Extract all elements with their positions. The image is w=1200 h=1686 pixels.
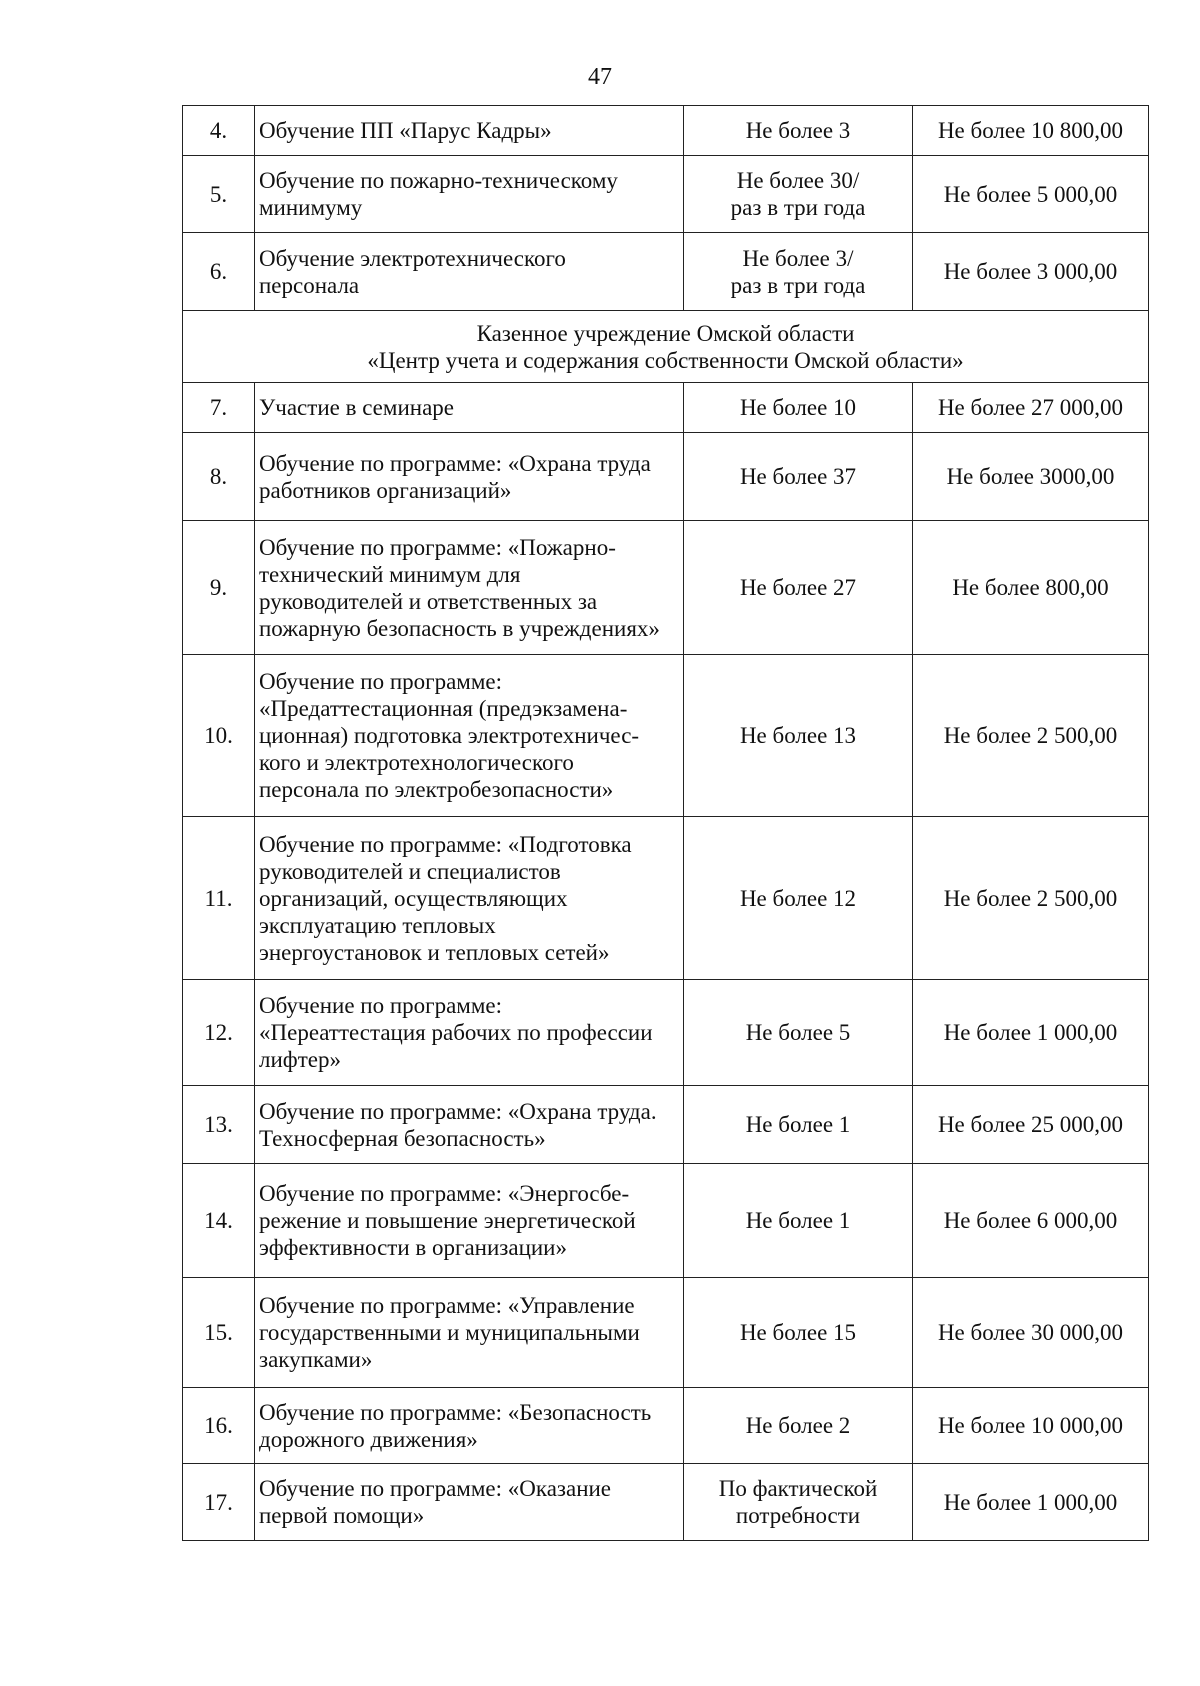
row-quantity: Не более 13 <box>684 655 913 817</box>
row-quantity: Не более 2 <box>684 1388 913 1464</box>
row-name: Обучение по программе: «Охрана труда работников организаций» <box>255 433 684 521</box>
training-table <box>182 105 1149 1541</box>
row-quantity: Не более 10 <box>684 383 913 433</box>
row-quantity: По фактической потребности <box>684 1464 913 1541</box>
row-cost: Не более 5 000,00 <box>913 156 1149 233</box>
table-row <box>183 655 1149 817</box>
row-number: 15. <box>183 1278 255 1388</box>
table-row <box>183 817 1149 980</box>
section-header-row <box>183 311 1149 383</box>
row-cost: Не более 1 000,00 <box>913 980 1149 1086</box>
row-quantity: Не более 12 <box>684 817 913 980</box>
table-row <box>183 106 1149 156</box>
row-name: Обучение по программе: «Подготовка руководителей и специалистов организаций, осуществляющих эксплуатацию тепловых энергоустановок и тепловых сетей» <box>255 817 684 980</box>
row-quantity: Не более 3 <box>684 106 913 156</box>
row-name: Обучение по программе: «Оказание первой помощи» <box>255 1464 684 1541</box>
row-cost: Не более 3000,00 <box>913 433 1149 521</box>
section-header: Казенное учреждение Омской области «Центр учета и содержания собственности Омской области» <box>183 311 1149 383</box>
table-row <box>183 383 1149 433</box>
row-number: 10. <box>183 655 255 817</box>
row-number: 5. <box>183 156 255 233</box>
table-row <box>183 1086 1149 1164</box>
row-name: Обучение по программе: «Пожарно- технический минимум для руководителей и ответственных за пожарную безопасность в учреждениях» <box>255 521 684 655</box>
table-row <box>183 233 1149 311</box>
row-name: Обучение ПП «Парус Кадры» <box>255 106 684 156</box>
row-name: Обучение по программе: «Энергосбе- режение и повышение энергетической эффективности в организации» <box>255 1164 684 1278</box>
table-row <box>183 1464 1149 1541</box>
row-name: Участие в семинаре <box>255 383 684 433</box>
page-number: 47 <box>588 64 612 90</box>
row-quantity: Не более 5 <box>684 980 913 1086</box>
row-name: Обучение по программе: «Охрана труда. Техносферная безопасность» <box>255 1086 684 1164</box>
table-body-lower <box>183 383 1149 1541</box>
row-cost: Не более 30 000,00 <box>913 1278 1149 1388</box>
row-cost: Не более 6 000,00 <box>913 1164 1149 1278</box>
row-quantity: Не более 15 <box>684 1278 913 1388</box>
row-cost: Не более 10 800,00 <box>913 106 1149 156</box>
row-cost: Не более 2 500,00 <box>913 817 1149 980</box>
row-name: Обучение по пожарно-техническому минимуму <box>255 156 684 233</box>
row-cost: Не более 25 000,00 <box>913 1086 1149 1164</box>
row-number: 14. <box>183 1164 255 1278</box>
row-quantity: Не более 37 <box>684 433 913 521</box>
row-number: 8. <box>183 433 255 521</box>
table-row <box>183 156 1149 233</box>
row-number: 11. <box>183 817 255 980</box>
table-row <box>183 1278 1149 1388</box>
row-number: 9. <box>183 521 255 655</box>
row-cost: Не более 2 500,00 <box>913 655 1149 817</box>
row-name: Обучение электротехнического персонала <box>255 233 684 311</box>
table-row <box>183 433 1149 521</box>
row-name: Обучение по программе: «Переаттестация рабочих по профессии лифтер» <box>255 980 684 1086</box>
row-cost: Не более 800,00 <box>913 521 1149 655</box>
row-number: 7. <box>183 383 255 433</box>
row-quantity: Не более 3/ раз в три года <box>684 233 913 311</box>
row-number: 4. <box>183 106 255 156</box>
table-body-upper <box>183 106 1149 311</box>
table-row <box>183 1164 1149 1278</box>
row-cost: Не более 1 000,00 <box>913 1464 1149 1541</box>
row-cost: Не более 10 000,00 <box>913 1388 1149 1464</box>
table-section <box>183 311 1149 383</box>
row-quantity: Не более 1 <box>684 1164 913 1278</box>
row-number: 16. <box>183 1388 255 1464</box>
row-quantity: Не более 30/ раз в три года <box>684 156 913 233</box>
table-row <box>183 1388 1149 1464</box>
table-row <box>183 521 1149 655</box>
row-number: 6. <box>183 233 255 311</box>
row-cost: Не более 3 000,00 <box>913 233 1149 311</box>
row-name: Обучение по программе: «Безопасность дорожного движения» <box>255 1388 684 1464</box>
row-number: 17. <box>183 1464 255 1541</box>
row-cost: Не более 27 000,00 <box>913 383 1149 433</box>
row-quantity: Не более 1 <box>684 1086 913 1164</box>
row-name: Обучение по программе: «Управление государственными и муниципальными закупками» <box>255 1278 684 1388</box>
row-name: Обучение по программе: «Предаттестационная (предэкзамена- ционная) подготовка электротехничес- кого и электротехнологического персонала по электробезопасности» <box>255 655 684 817</box>
row-quantity: Не более 27 <box>684 521 913 655</box>
row-number: 12. <box>183 980 255 1086</box>
row-number: 13. <box>183 1086 255 1164</box>
table-row <box>183 980 1149 1086</box>
